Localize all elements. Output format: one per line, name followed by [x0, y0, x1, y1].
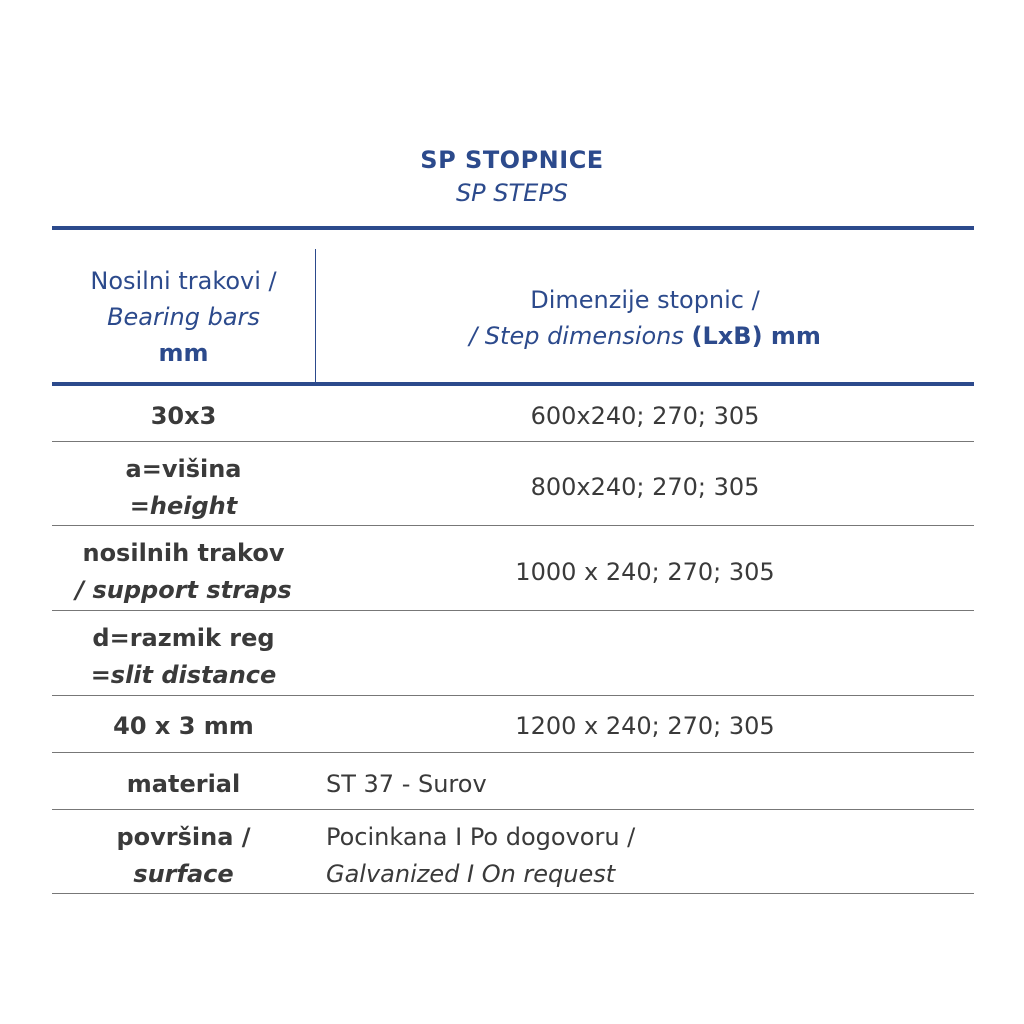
header-right-line2-italic: / Step dimensions	[469, 322, 684, 350]
row-3-left-line2: / support straps	[75, 576, 292, 604]
row-divider	[52, 809, 974, 810]
header-step-dimensions	[316, 282, 974, 354]
row-7-left-line1: površina /	[116, 823, 251, 851]
header-left-line1: Nosilni trakovi /	[90, 267, 277, 295]
row-1-right: 600x240; 270; 305	[530, 402, 760, 430]
row-4-left-line1: d=razmik reg	[92, 624, 275, 652]
row-5-right: 1200 x 240; 270; 305	[515, 712, 775, 740]
page-subtitle: SP STEPS	[455, 179, 569, 207]
bottom-rule	[52, 893, 974, 894]
row-divider	[52, 695, 974, 696]
row-divider	[52, 610, 974, 611]
row-4-left-line2: =slit distance	[90, 661, 277, 689]
row-1-left: 30x3	[150, 402, 217, 430]
row-3-right: 1000 x 240; 270; 305	[515, 558, 775, 586]
row-2-right: 800x240; 270; 305	[530, 473, 760, 501]
header-bottom-rule	[52, 382, 974, 386]
row-divider	[52, 441, 974, 442]
row-2-left	[52, 451, 315, 525]
header-right-line1: Dimenzije stopnic /	[530, 286, 760, 314]
row-7-right-line1: Pocinkana I Po dogovoru /	[326, 823, 636, 851]
row-7-left	[52, 819, 315, 893]
row-3-left	[52, 535, 315, 609]
row-7-right-line2: Galvanized I On request	[326, 860, 616, 888]
row-6-left: material	[126, 770, 241, 798]
row-4-left	[52, 620, 315, 694]
top-rule	[52, 226, 974, 230]
row-7-left-line2: surface	[133, 860, 234, 888]
header-right-line2	[316, 318, 974, 354]
row-3-left-line1: nosilnih trakov	[82, 539, 285, 567]
header-left-line2: Bearing bars	[107, 303, 260, 331]
header-right-line2-bold: (LxB) mm	[691, 322, 821, 350]
page-title: SP STOPNICE	[420, 146, 604, 174]
row-divider	[52, 525, 974, 526]
row-divider	[52, 752, 974, 753]
header-bearing-bars	[52, 263, 315, 371]
row-7-right	[326, 819, 974, 893]
title-block	[0, 146, 1024, 207]
row-5-left: 40 x 3 mm	[113, 712, 254, 740]
row-2-left-line2: =height	[129, 492, 238, 520]
header-left-line3: mm	[158, 339, 209, 367]
row-2-left-line1: a=višina	[125, 455, 242, 483]
row-6-right: ST 37 - Surov	[326, 770, 487, 798]
